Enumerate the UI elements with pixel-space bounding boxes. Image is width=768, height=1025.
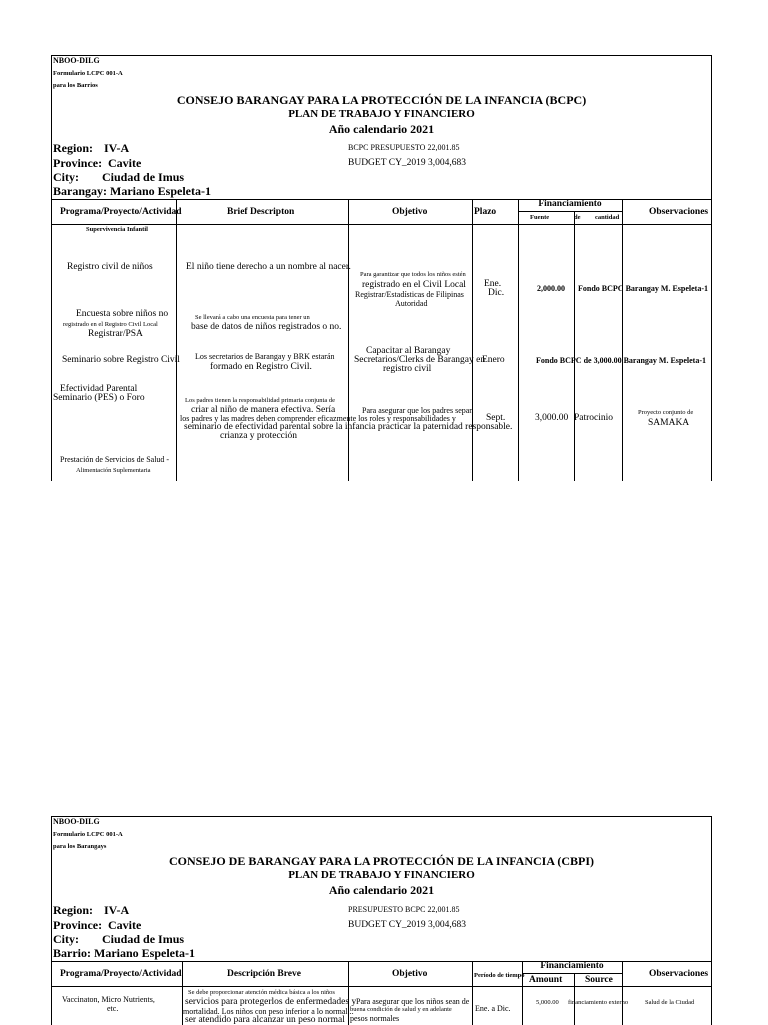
r4-brief-b: criar al niño de manera efectiva. Sería: [191, 405, 336, 415]
r5-prog-a: Prestación de Servicios de Salud -: [60, 455, 170, 464]
header-programa: Programa/Proyecto/Actividad: [60, 207, 182, 217]
p2-r1-brief-c: mortalidad. Los niños con peso inferior a lo normal...: [183, 1007, 354, 1016]
r4-obs-b: SAMAKA: [648, 418, 690, 428]
p2-header-source: Source: [585, 975, 613, 985]
r3-programa: Seminario sobre Registro Civil: [62, 355, 180, 365]
p2-r1-obj-b: buena condición de salud y en adelante: [350, 1006, 452, 1013]
r4-brief-c: los padres y las madres deben comprender eficazmente los roles y responsabilidades y: [180, 414, 456, 423]
r2-brief-b: base de datos de niños registrados o no.: [191, 322, 342, 332]
budget-line-1: BCPC PRESUPUESTO 22,001.85: [348, 143, 460, 152]
header-brief: Brief Descripton: [227, 207, 295, 217]
province-value-2: Cavite: [108, 918, 142, 932]
r4-plazo: Sept.: [486, 413, 506, 423]
header-de: de: [574, 214, 581, 221]
r1-plazo-a: Ene.: [484, 279, 502, 289]
region-label: Region:: [53, 141, 93, 155]
page-year: Año calendario 2021: [328, 122, 435, 136]
p2-r1-prog-a: Vaccinaton, Micro Nutrients,: [62, 995, 155, 1004]
r4-amount: 3,000.00: [535, 413, 569, 423]
r4-prog-a: Efectividad Parental: [60, 384, 138, 394]
city-value: Ciudad de Imus: [102, 170, 185, 184]
header-cantidad: cantidad: [595, 214, 620, 221]
r4-prog-b: Seminario (PES) o Foro: [53, 393, 145, 403]
region-label-2: Region:: [53, 903, 93, 917]
p2-r1-amount: 5,000.00: [536, 999, 559, 1006]
for-label: para los Barrios: [53, 82, 98, 89]
barangay-label: Barangay: Mariano Espeleta-1: [53, 184, 211, 198]
page-subtitle: PLAN DE TRABAJO Y FINANCIERO: [288, 108, 475, 120]
page-title-2: CONSEJO DE BARANGAY PARA LA PROTECCIÓN DE LA INFANCIA (CBPI): [168, 854, 595, 868]
p2-header-plazo: Período de tiempo: [474, 972, 525, 979]
for-label-2: para los Barangays: [53, 843, 107, 850]
p2-header-observaciones: Observaciones: [649, 969, 709, 979]
r1-obj-b: registrado en el Civil Local: [362, 280, 466, 290]
r4-objetivo: Para asegurar que los padres sepan: [362, 406, 474, 415]
r1-obj-c: Registrar/Estadísticas de Filipinas: [355, 290, 464, 299]
p2-r1-brief-a: Se debe proporcionar atención médica básica a los niños: [188, 989, 335, 996]
city-value-2: Ciudad de Imus: [102, 932, 185, 946]
r4-brief-d: seminario de efectividad parental sobre la infancia practicar la paternidad responsable.: [184, 422, 513, 432]
r1-programa: Registro civil de niños: [67, 262, 153, 272]
header-financiamiento: Financiamiento: [538, 199, 602, 209]
p2-r1-obj-a: Para asegurar que los niños sean de: [356, 997, 470, 1006]
r3-obj-b: Secretarios/Clerks de Barangay en: [354, 355, 486, 365]
p2-r1-brief-b: servicios para protegerlos de enfermedades y: [185, 997, 357, 1007]
city-label-2: City:: [53, 932, 79, 946]
page-1: [51, 55, 712, 481]
form-label-2: Formulario LCPC 001-A: [53, 831, 123, 838]
section-label: Supervivencia Infantil: [86, 226, 148, 233]
org-label-2: NBOO-DILG: [53, 817, 100, 826]
r3-source: Fondo BCPC de 3,000.00 Barangay M. Espeleta-1: [536, 356, 706, 365]
header-objetivo: Objetivo: [392, 207, 428, 217]
r3-obj-c: registro civil: [383, 364, 432, 374]
r2-brief-a: Se llevará a cabo una encuesta para tener un: [195, 314, 310, 321]
r5-prog-b: Alimentación Suplementaria: [76, 467, 151, 474]
page-title: CONSEJO BARANGAY PARA LA PROTECCIÓN DE LA INFANCIA (BCPC): [176, 93, 587, 107]
header-fuente: Fuente: [530, 214, 550, 221]
r3-brief-a: Los secretarios de Barangay y BRK estarán: [195, 352, 335, 361]
form-label: Formulario LCPC 001-A: [53, 70, 123, 77]
p2-r1-source: financiamiento externo: [568, 999, 629, 1006]
r1-obj-d: Autoridad: [395, 299, 428, 308]
r1-obj-a: Para garantizar que todos los niños estén: [360, 271, 466, 278]
region-value-2: IV-A: [104, 903, 130, 917]
budget-line-2: BUDGET CY_2019 3,004,683: [348, 158, 467, 168]
r1-brief: El niño tiene derecho a un nombre al nacer.: [186, 262, 351, 272]
page-2: [51, 816, 712, 1025]
budget-line-2-p2: BUDGET CY_2019 3,004,683: [348, 920, 467, 930]
page-year-2: Año calendario 2021: [328, 883, 435, 897]
barrio-label: Barrio: Mariano Espeleta-1: [53, 946, 195, 960]
city-label: City:: [53, 170, 79, 184]
header-plazo: Plazo: [474, 207, 497, 217]
r3-brief-b: formado en Registro Civil.: [210, 362, 312, 372]
region-value: IV-A: [104, 141, 130, 155]
r1-amount: 2,000.00: [537, 284, 565, 293]
r2-prog-b: registrado en el Registro Civil Local: [63, 321, 158, 328]
r4-brief-e: crianza y protección: [220, 431, 298, 441]
p2-header-brief: Descripción Breve: [227, 969, 301, 979]
province-label: Province:: [53, 156, 103, 170]
r1-source: Fondo BCPC Barangay M. Espeleta-1: [578, 284, 708, 293]
budget-line-1-p2: PRESUPUESTO BCPC 22,001.85: [348, 905, 460, 914]
r1-plazo-b: Dic.: [488, 288, 505, 298]
p2-header-financiamiento: Financiamiento: [540, 961, 604, 971]
p2-r1-obj-c: pesos normales: [350, 1014, 400, 1023]
r2-prog-a: Encuesta sobre niños no: [76, 309, 169, 319]
p2-header-programa: Programa/Proyecto/Actividad: [60, 969, 182, 979]
p2-header-amount: Amount: [529, 975, 563, 985]
p2-r1-obs: Salud de la Ciudad: [645, 999, 695, 1006]
page-subtitle-2: PLAN DE TRABAJO Y FINANCIERO: [288, 869, 475, 881]
province-label-2: Province:: [53, 918, 103, 932]
p2-r1-plazo: Ene. a Dic.: [475, 1004, 511, 1013]
r4-obs-a: Proyecto conjunto de: [638, 409, 694, 416]
p2-r1-prog-b: etc.: [107, 1004, 119, 1013]
r3-obj-a: Capacitar al Barangay: [366, 346, 451, 356]
org-label: NBOO-DILG: [53, 56, 100, 65]
p2-header-objetivo: Objetivo: [392, 969, 428, 979]
r4-source: Patrocinio: [574, 413, 614, 423]
header-observaciones: Observaciones: [649, 207, 709, 217]
r3-plazo: Enero: [482, 355, 505, 365]
p2-r1-brief-d: ser atendido para alcanzar un peso normal: [185, 1015, 345, 1025]
r2-prog-c: Registrar/PSA: [88, 329, 143, 339]
r4-brief-a: Los padres tienen la responsabilidad primaria conjunta de: [185, 397, 335, 404]
province-value: Cavite: [108, 156, 142, 170]
